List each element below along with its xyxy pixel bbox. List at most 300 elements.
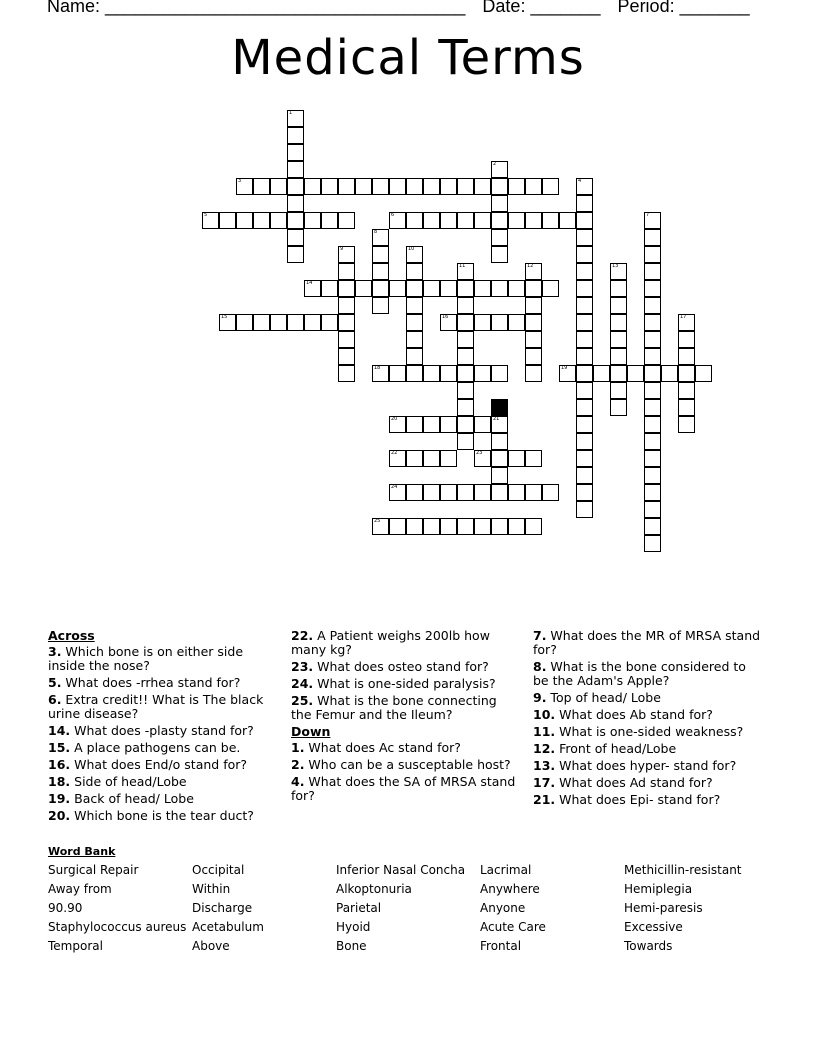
grid-cell[interactable]: [406, 212, 423, 229]
grid-cell[interactable]: [440, 518, 457, 535]
grid-cell[interactable]: [406, 280, 423, 297]
clue-number: 8: [374, 229, 378, 235]
across-clues-col1: [48, 629, 278, 826]
grid-cell[interactable]: [576, 433, 593, 450]
grid-cell[interactable]: [457, 416, 474, 433]
down-clue: [533, 725, 763, 739]
grid-cell[interactable]: [610, 399, 627, 416]
grid-cell[interactable]: [644, 501, 661, 518]
grid-cell[interactable]: [491, 314, 508, 331]
grid-cell[interactable]: [525, 280, 542, 297]
clue-text: What does End/o stand for?: [70, 757, 248, 772]
grid-cell[interactable]: [406, 178, 423, 195]
grid-cell[interactable]: [406, 450, 423, 467]
clue-num: 12.: [533, 741, 556, 756]
clue-num: 2.: [291, 757, 305, 772]
word-bank-item: Surgical Repair: [48, 863, 139, 877]
grid-cell[interactable]: [440, 450, 457, 467]
grid-cell[interactable]: [423, 365, 440, 382]
down-clue: [533, 776, 763, 790]
down-clue: [533, 742, 763, 756]
clue-number: 5: [204, 212, 208, 218]
grid-cell[interactable]: [576, 501, 593, 518]
grid-cell[interactable]: [406, 365, 423, 382]
clue-number: 14: [306, 280, 313, 286]
grid-cell[interactable]: [321, 178, 338, 195]
grid-cell[interactable]: [576, 297, 593, 314]
grid-cell[interactable]: [457, 348, 474, 365]
grid-cell[interactable]: [406, 263, 423, 280]
grid-cell[interactable]: [661, 365, 678, 382]
grid-cell[interactable]: [474, 280, 491, 297]
grid-cell[interactable]: [644, 314, 661, 331]
grid-cell[interactable]: [559, 212, 576, 229]
grid-cell[interactable]: [338, 178, 355, 195]
word-bank-item: Within: [192, 882, 231, 896]
grid-cell[interactable]: [355, 280, 372, 297]
grid-cell[interactable]: [491, 450, 508, 467]
down-clue: [533, 691, 763, 705]
grid-cell[interactable]: [627, 365, 644, 382]
grid-cell[interactable]: [389, 365, 406, 382]
date-field[interactable]: Date: _______: [482, 0, 601, 16]
grid-cell[interactable]: [372, 280, 389, 297]
grid-cell[interactable]: [406, 416, 423, 433]
clue-number: 1: [289, 110, 293, 116]
grid-cell[interactable]: [457, 484, 474, 501]
grid-cell[interactable]: [508, 518, 525, 535]
grid-cell[interactable]: [644, 484, 661, 501]
grid-cell[interactable]: [423, 212, 440, 229]
period-field[interactable]: Period: _______: [617, 0, 750, 16]
grid-cell[interactable]: [474, 178, 491, 195]
word-bank-item: Inferior Nasal Concha: [336, 863, 466, 877]
grid-cell[interactable]: [287, 229, 304, 246]
word-bank-item: Away from: [48, 882, 112, 896]
across-clue: [291, 629, 521, 657]
grid-cell[interactable]: [508, 280, 525, 297]
grid-cell[interactable]: [440, 212, 457, 229]
grid-cell[interactable]: [338, 212, 355, 229]
grid-cell[interactable]: [287, 144, 304, 161]
grid-cell[interactable]: [338, 365, 355, 382]
word-bank-item: Staphylococcus aureus: [48, 920, 187, 934]
word-bank-item: Temporal: [48, 939, 103, 953]
clue-number: 17: [680, 314, 687, 320]
clue-number: 19: [561, 365, 568, 371]
clue-number: 10: [408, 246, 415, 252]
grid-cell[interactable]: [406, 518, 423, 535]
grid-cell[interactable]: [423, 178, 440, 195]
across-heading: Across: [48, 628, 95, 643]
clue-text: What is the bone considered to be the Adam's Apple?: [533, 659, 746, 688]
grid-cell[interactable]: [644, 399, 661, 416]
grid-cell[interactable]: [474, 212, 491, 229]
clue-text: What does -rrhea stand for?: [61, 675, 241, 690]
word-bank-item: Acetabulum: [192, 920, 264, 934]
grid-cell[interactable]: [644, 297, 661, 314]
across-clue: [48, 693, 278, 721]
across-clue: [48, 741, 278, 755]
grid-cell[interactable]: [644, 535, 661, 552]
down-clues-col3: [533, 629, 763, 810]
grid-cell[interactable]: [508, 450, 525, 467]
grid-cell[interactable]: [678, 348, 695, 365]
clue-number: 23: [476, 450, 483, 456]
grid-cell[interactable]: [491, 212, 508, 229]
grid-cell[interactable]: [372, 297, 389, 314]
grid-cell[interactable]: [389, 178, 406, 195]
grid-cell[interactable]: [576, 195, 593, 212]
grid-cell[interactable]: [270, 212, 287, 229]
grid-cell[interactable]: [440, 178, 457, 195]
grid-cell[interactable]: [644, 416, 661, 433]
grid-cell[interactable]: [287, 195, 304, 212]
grid-cell[interactable]: [576, 212, 593, 229]
clue-text: What does Epi- stand for?: [555, 792, 721, 807]
grid-cell[interactable]: [525, 450, 542, 467]
word-bank-item: Frontal: [480, 939, 522, 953]
clue-text: What is the bone connecting the Femur and the Ileum?: [291, 693, 497, 722]
word-bank-item: Hemiplegia: [624, 882, 693, 896]
grid-cell[interactable]: [576, 348, 593, 365]
grid-cell[interactable]: [304, 314, 321, 331]
grid-cell[interactable]: [508, 212, 525, 229]
grid-cell[interactable]: [236, 314, 253, 331]
clue-number: 9: [340, 246, 344, 252]
grid-cell[interactable]: [457, 433, 474, 450]
grid-cell[interactable]: [440, 365, 457, 382]
grid-cell[interactable]: [525, 348, 542, 365]
grid-cell[interactable]: [525, 178, 542, 195]
grid-cell[interactable]: [695, 365, 712, 382]
grid-cell[interactable]: [491, 280, 508, 297]
grid-cell[interactable]: [304, 212, 321, 229]
word-bank-item: Anyone: [480, 901, 526, 915]
grid-cell[interactable]: [491, 229, 508, 246]
grid-cell[interactable]: [406, 331, 423, 348]
across-clue: [48, 758, 278, 772]
grid-cell[interactable]: [270, 314, 287, 331]
across-clue: [291, 694, 521, 722]
grid-cell[interactable]: [508, 484, 525, 501]
grid-cell[interactable]: [287, 314, 304, 331]
grid-cell[interactable]: [474, 314, 491, 331]
grid-cell[interactable]: [406, 314, 423, 331]
grid-cell[interactable]: [491, 433, 508, 450]
grid-cell[interactable]: [542, 280, 559, 297]
grid-cell[interactable]: [423, 484, 440, 501]
word-bank-item: Methicillin-resistant: [624, 863, 742, 877]
grid-cell[interactable]: [338, 331, 355, 348]
clue-num: 3.: [48, 644, 62, 659]
grid-cell[interactable]: [491, 467, 508, 484]
grid-cell[interactable]: [338, 297, 355, 314]
grid-cell[interactable]: [644, 518, 661, 535]
across-clue: [48, 792, 278, 806]
word-bank-item: Discharge: [192, 901, 253, 915]
clue-number: 2: [493, 161, 497, 167]
down-clue: [533, 660, 763, 688]
word-bank-item: Occipital: [192, 863, 245, 877]
grid-cell[interactable]: [372, 178, 389, 195]
grid-cell[interactable]: [457, 382, 474, 399]
word-bank-item: Anywhere: [480, 882, 540, 896]
clue-text: What does Ab stand for?: [555, 707, 713, 722]
grid-cell[interactable]: [644, 263, 661, 280]
grid-cell[interactable]: [525, 297, 542, 314]
grid-cell[interactable]: [576, 484, 593, 501]
grid-cell[interactable]: [576, 450, 593, 467]
clue-num: 14.: [48, 723, 71, 738]
clue-text: What is one-sided weakness?: [555, 724, 744, 739]
grid-cell[interactable]: [338, 314, 355, 331]
clue-num: 6.: [48, 692, 62, 707]
word-bank-item: Hyoid: [336, 920, 371, 934]
grid-cell[interactable]: [644, 246, 661, 263]
grid-cell[interactable]: [236, 212, 253, 229]
clue-num: 7.: [533, 628, 547, 643]
grid-cell[interactable]: [525, 314, 542, 331]
clue-num: 21.: [533, 792, 556, 807]
grid-cell[interactable]: [287, 178, 304, 195]
grid-cell[interactable]: [542, 212, 559, 229]
grid-cell[interactable]: [644, 382, 661, 399]
clue-num: 8.: [533, 659, 547, 674]
grid-cell[interactable]: [372, 263, 389, 280]
clue-text: What does Ac stand for?: [304, 740, 461, 755]
grid-cell[interactable]: [287, 127, 304, 144]
clue-text: Who can be a susceptable host?: [304, 757, 511, 772]
grid-cell[interactable]: [525, 365, 542, 382]
grid-cell[interactable]: [406, 348, 423, 365]
grid-cell[interactable]: [457, 314, 474, 331]
grid-cell[interactable]: [644, 348, 661, 365]
clue-number: 22: [391, 450, 398, 456]
grid-cell[interactable]: [253, 212, 270, 229]
clue-number: 3: [238, 178, 242, 184]
grid-cell[interactable]: [525, 518, 542, 535]
clue-number: 16: [442, 314, 449, 320]
grid-cell[interactable]: [219, 212, 236, 229]
grid-cell[interactable]: [678, 399, 695, 416]
clue-number: 6: [391, 212, 395, 218]
clue-text: Which bone is on either side inside the nose?: [48, 644, 244, 673]
clue-num: 24.: [291, 676, 314, 691]
clue-num: 5.: [48, 675, 62, 690]
grid-cell[interactable]: [491, 178, 508, 195]
grid-cell[interactable]: [525, 331, 542, 348]
grid-cell[interactable]: [321, 212, 338, 229]
clue-num: 19.: [48, 791, 71, 806]
grid-cell[interactable]: [644, 331, 661, 348]
grid-cell[interactable]: [644, 229, 661, 246]
grid-cell[interactable]: [644, 467, 661, 484]
grid-cell[interactable]: [491, 365, 508, 382]
grid-cell[interactable]: [610, 348, 627, 365]
grid-cell[interactable]: [457, 331, 474, 348]
grid-cell[interactable]: [287, 212, 304, 229]
grid-cell[interactable]: [508, 314, 525, 331]
grid-cell[interactable]: [678, 382, 695, 399]
grid-cell[interactable]: [423, 280, 440, 297]
clue-number: 11: [459, 263, 466, 269]
grid-cell[interactable]: [457, 518, 474, 535]
grid-cell[interactable]: [338, 348, 355, 365]
grid-cell[interactable]: [474, 416, 491, 433]
grid-cell[interactable]: [389, 518, 406, 535]
grid-cell[interactable]: [678, 416, 695, 433]
grid-cell[interactable]: [576, 263, 593, 280]
clue-number: 7: [646, 212, 650, 218]
grid-cell[interactable]: [610, 314, 627, 331]
word-bank-title: Word Bank: [48, 845, 116, 858]
grid-cell[interactable]: [440, 416, 457, 433]
down-clue: [533, 793, 763, 807]
grid-cell[interactable]: [525, 212, 542, 229]
grid-cell[interactable]: [304, 178, 321, 195]
grid-cell[interactable]: [440, 484, 457, 501]
grid-cell[interactable]: [508, 178, 525, 195]
grid-cell[interactable]: [678, 331, 695, 348]
down-clue: [533, 708, 763, 722]
down-clue: [533, 759, 763, 773]
grid-cell[interactable]: [491, 246, 508, 263]
across-clue: [48, 809, 278, 823]
grid-cell[interactable]: [576, 467, 593, 484]
grid-cell[interactable]: [610, 280, 627, 297]
clue-text: Back of head/ Lobe: [70, 791, 194, 806]
grid-cell[interactable]: [321, 280, 338, 297]
clue-num: 1.: [291, 740, 305, 755]
grid-cell[interactable]: [355, 178, 372, 195]
grid-cell[interactable]: [491, 518, 508, 535]
down-clue: [291, 758, 521, 772]
clues-col2: [291, 629, 521, 806]
grid-cell[interactable]: [338, 263, 355, 280]
grid-cell[interactable]: [406, 297, 423, 314]
grid-cell[interactable]: [440, 280, 457, 297]
grid-cell[interactable]: [644, 365, 661, 382]
word-bank-item: 90.90: [48, 901, 83, 915]
clue-num: 11.: [533, 724, 556, 739]
grid-cell[interactable]: [457, 178, 474, 195]
grid-cell[interactable]: [474, 484, 491, 501]
grid-cell[interactable]: [457, 280, 474, 297]
grid-cell[interactable]: [491, 195, 508, 212]
clue-text: What does Ad stand for?: [555, 775, 713, 790]
clue-num: 23.: [291, 659, 314, 674]
word-bank-item: Alkoptonuria: [336, 882, 412, 896]
clue-num: 17.: [533, 775, 556, 790]
word-bank-item: Towards: [624, 939, 673, 953]
clue-num: 10.: [533, 707, 556, 722]
grid-cell[interactable]: [542, 484, 559, 501]
grid-cell[interactable]: [372, 246, 389, 263]
clue-number: 4: [578, 178, 582, 184]
clue-text: What is one-sided paralysis?: [313, 676, 496, 691]
grid-cell[interactable]: [610, 365, 627, 382]
down-clue: [291, 775, 521, 803]
grid-cell[interactable]: [610, 297, 627, 314]
clue-number: 12: [527, 263, 534, 269]
word-bank-item: Excessive: [624, 920, 683, 934]
clue-text: Front of head/Lobe: [555, 741, 677, 756]
grid-cell[interactable]: [457, 212, 474, 229]
grid-cell[interactable]: [576, 365, 593, 382]
clue-number: 15: [221, 314, 228, 320]
grid-cell[interactable]: [542, 178, 559, 195]
grid-cell[interactable]: [576, 416, 593, 433]
clue-num: 9.: [533, 690, 547, 705]
clue-num: 4.: [291, 774, 305, 789]
grid-cell[interactable]: [287, 246, 304, 263]
across-clue: [48, 724, 278, 738]
across-clue: [48, 645, 278, 673]
down-heading: Down: [291, 724, 331, 739]
grid-cell[interactable]: [287, 161, 304, 178]
grid-cell[interactable]: [423, 416, 440, 433]
grid-cell[interactable]: [423, 450, 440, 467]
grid-cell[interactable]: [576, 246, 593, 263]
clue-num: 18.: [48, 774, 71, 789]
grid-cell[interactable]: [576, 399, 593, 416]
grid-cell[interactable]: [253, 178, 270, 195]
clue-num: 25.: [291, 693, 314, 708]
grid-cell[interactable]: [610, 382, 627, 399]
grid-cell[interactable]: [644, 280, 661, 297]
grid-cell[interactable]: [576, 382, 593, 399]
down-clue: [291, 741, 521, 755]
across-clue: [48, 775, 278, 789]
grid-cell[interactable]: [474, 365, 491, 382]
grid-cell[interactable]: [491, 484, 508, 501]
grid-cell[interactable]: [474, 518, 491, 535]
grid-cell[interactable]: [593, 365, 610, 382]
grid-cell[interactable]: [525, 484, 542, 501]
across-clue: [291, 660, 521, 674]
name-field[interactable]: Name: ____________________________________: [47, 0, 466, 16]
grid-cell[interactable]: [457, 297, 474, 314]
grid-cell[interactable]: [389, 280, 406, 297]
grid-cell[interactable]: [644, 450, 661, 467]
grid-cell[interactable]: [576, 280, 593, 297]
grid-cell[interactable]: [406, 484, 423, 501]
clue-number: 21: [493, 416, 500, 422]
grid-cell[interactable]: [576, 314, 593, 331]
grid-cell[interactable]: [423, 518, 440, 535]
grid-cell[interactable]: [253, 314, 270, 331]
clue-num: 22.: [291, 628, 314, 643]
grid-cell[interactable]: [270, 178, 287, 195]
clue-number: 18: [374, 365, 381, 371]
grid-cell[interactable]: [678, 365, 695, 382]
grid-cell[interactable]: [576, 331, 593, 348]
grid-cell[interactable]: [321, 314, 338, 331]
grid-cell[interactable]: [457, 399, 474, 416]
clue-num: 15.: [48, 740, 71, 755]
grid-cell[interactable]: [338, 280, 355, 297]
black-cell: [491, 399, 508, 416]
grid-cell[interactable]: [610, 331, 627, 348]
grid-cell[interactable]: [644, 433, 661, 450]
word-bank-item: Above: [192, 939, 230, 953]
clue-num: 13.: [533, 758, 556, 773]
grid-cell[interactable]: [576, 229, 593, 246]
grid-cell[interactable]: [457, 365, 474, 382]
word-bank-item: Acute Care: [480, 920, 546, 934]
across-clue: [48, 676, 278, 690]
